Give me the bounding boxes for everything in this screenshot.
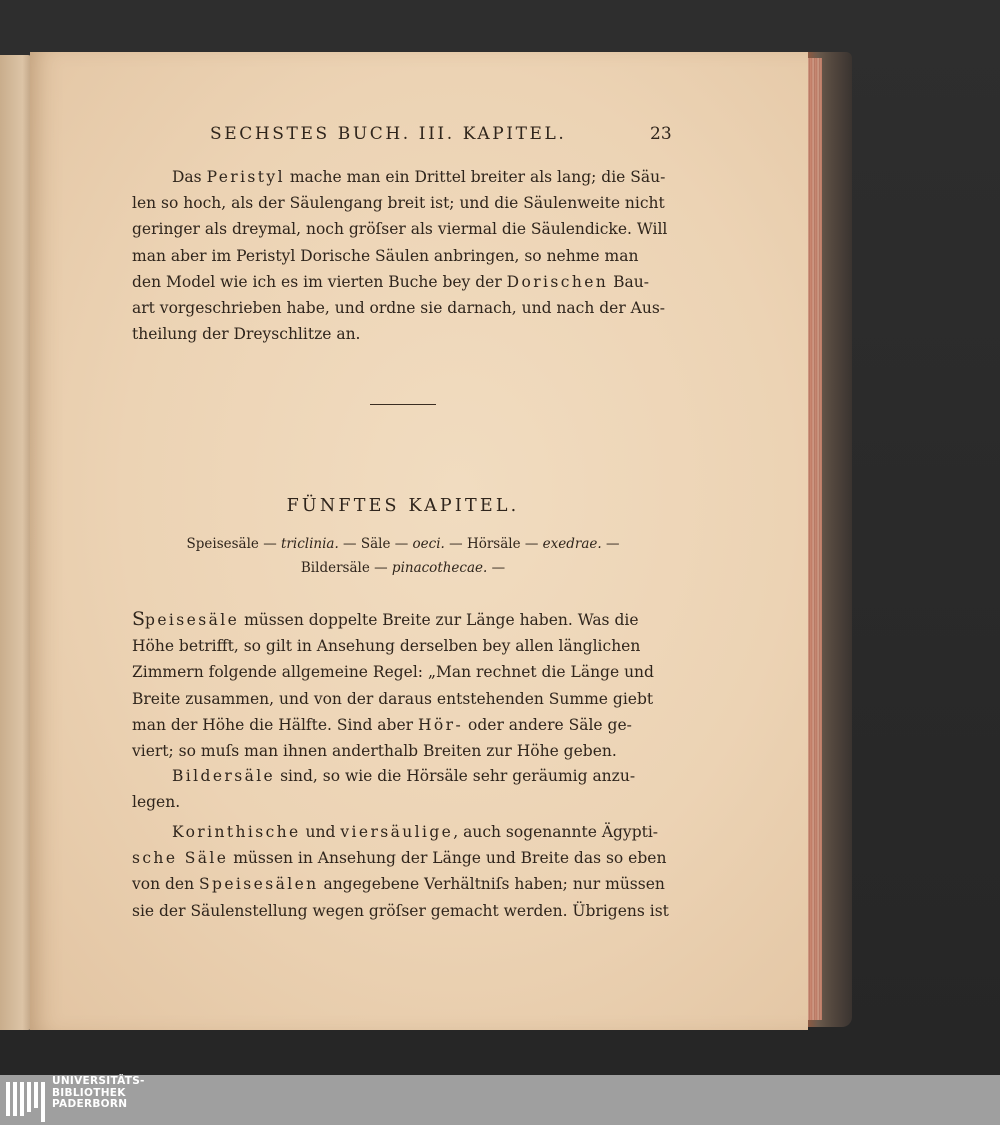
text-line: geringer als dreymal, noch gröſser als viermal die Säulendicke. Will — [132, 220, 668, 239]
running-head: SECHSTES BUCH. III. KAPITEL. — [210, 124, 567, 144]
text-line: sie der Säulenstellung wegen gröſser gemacht werden. Übrigens ist — [132, 901, 669, 920]
text-line: Korinthische und viersäulige, auch sogenannte Ägypti- — [172, 823, 659, 841]
text-line: Bildersäle sind, so wie die Hörsäle sehr geräumig anzu- — [172, 767, 636, 785]
page-number: 23 — [650, 124, 672, 144]
book-page — [30, 52, 808, 1030]
left-page-edge — [0, 55, 32, 1030]
paragraph-bildersaele — [132, 763, 678, 815]
text-line: man der Höhe die Hälfte. Sind aber Hör- oder andere Säle ge- — [132, 715, 632, 734]
text-line: legen. — [132, 793, 181, 812]
section-divider — [370, 404, 436, 405]
text-line: Zimmern folgende allgemeine Regel: „Man rechnet die Länge und — [132, 663, 654, 682]
text-line: Höhe betrifft, so gilt in Ansehung derselben bey allen länglichen — [132, 637, 641, 656]
chapter-summary: Speisesäle — triclinia. — Säle — oeci. — Hörsäle — exedrae. — Bildersäle — pinacothecae. — — [186, 536, 620, 576]
text-line: Breite zusammen, und von der daraus entstehenden Summe giebt — [132, 689, 654, 708]
paragraph-speisesaele — [132, 606, 678, 764]
text-line: sche Säle müssen in Ansehung der Länge und Breite das so eben — [132, 849, 667, 868]
text-line: den Model wie ich es im vierten Buche bey der Dorischen Bau- — [132, 272, 649, 291]
library-name: UNIVERSITÄTS- BIBLIOTHEK PADERBORN — [52, 1075, 145, 1110]
paragraph-peristyl — [132, 164, 678, 347]
library-logo-icon — [4, 1078, 48, 1122]
text-line: Speisesäle müssen doppelte Breite zur Länge haben. Was die — [132, 608, 639, 630]
paragraph-korinthische — [132, 819, 678, 924]
text-line: art vorgeschrieben habe, und ordne sie darnach, und nach der Aus- — [132, 299, 666, 318]
library-banner — [0, 1075, 1000, 1125]
text-line: viert; so muſs man ihnen anderthalb Breiten zur Höhe geben. — [132, 742, 617, 761]
text-line: Das Peristyl mache man ein Drittel breiter als lang; die Säu- — [172, 168, 666, 186]
chapter-title: FÜNFTES KAPITEL. — [286, 496, 520, 516]
text-line: von den Speisesälen angegebene Verhältniſs haben; nur müssen — [132, 875, 665, 894]
text-line: man aber im Peristyl Dorische Säulen anbringen, so nehme man — [132, 246, 639, 265]
text-line: len so hoch, als der Säulengang breit ist; und die Säulenweite nicht — [132, 194, 665, 213]
text-line: theilung der Dreyschlitze an. — [132, 325, 361, 344]
